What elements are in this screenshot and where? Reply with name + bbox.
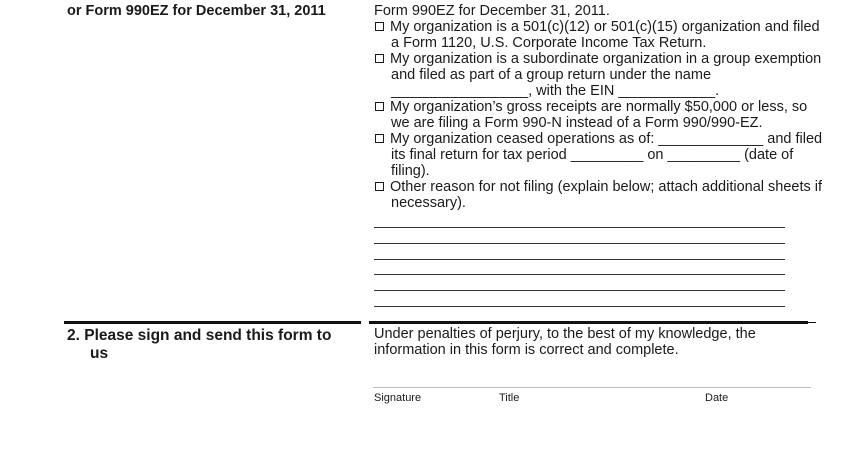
explanation-line-6[interactable] bbox=[374, 306, 785, 307]
perjury-statement-1: Under penalties of perjury, to the best of my knowledge, the bbox=[374, 326, 756, 342]
section-divider-tail bbox=[808, 322, 816, 323]
checkbox-group-exemption[interactable] bbox=[375, 54, 384, 63]
explanation-line-2[interactable] bbox=[374, 243, 785, 244]
option-group-text-1: My organization is a subordinate organization in a group exemption bbox=[390, 51, 822, 67]
option-501c-checkbox-row bbox=[374, 19, 820, 35]
explanation-line-1[interactable] bbox=[374, 227, 785, 228]
form-990ez-line: Form 990EZ for December 31, 2011. bbox=[374, 3, 610, 19]
option-group-text-2: and filed as part of a group return under the name bbox=[391, 67, 712, 83]
explanation-line-3[interactable] bbox=[374, 259, 785, 260]
explanation-line-4[interactable] bbox=[374, 274, 785, 275]
option-group-exemption-row bbox=[374, 51, 821, 67]
question-2-title-cont: us bbox=[90, 345, 109, 362]
checkbox-990n[interactable] bbox=[375, 102, 384, 111]
option-990n-text-1: My organization’s gross receipts are normally $50,000 or less, so bbox=[390, 99, 808, 115]
option-990n-text-2: we are filing a Form 990-N instead of a Form 990/990-EZ. bbox=[391, 115, 763, 131]
option-ceased-row bbox=[374, 131, 822, 147]
question-2-title: 2. Please sign and send this form to bbox=[67, 327, 332, 344]
date-label: Date bbox=[705, 392, 729, 404]
perjury-statement-2: information in this form is correct and complete. bbox=[374, 342, 679, 358]
option-990n-row bbox=[374, 99, 807, 115]
signature-label: Signature bbox=[374, 392, 422, 404]
option-other-text-2: necessary). bbox=[391, 195, 466, 211]
section-divider-right bbox=[369, 321, 808, 324]
explanation-line-5[interactable] bbox=[374, 290, 785, 291]
option-ceased-text-1: My organization ceased operations as of: _____________ and filed bbox=[390, 131, 823, 147]
option-501c-text-1: My organization is a 501(c)(12) or 501(c)(15) organization and filed bbox=[390, 19, 820, 35]
title-label: Title bbox=[499, 392, 520, 404]
checkbox-other[interactable] bbox=[375, 182, 384, 191]
option-ceased-text-2: its final return for tax period _________ on _________ (date of bbox=[391, 147, 794, 163]
question-1-title-tail: or Form 990EZ for December 31, 2011 bbox=[67, 3, 326, 19]
option-501c-text-2: a Form 1120, U.S. Corporate Income Tax Return. bbox=[391, 35, 707, 51]
option-group-text-3: _________________, with the EIN ____________. bbox=[391, 83, 720, 99]
section-divider-left bbox=[64, 321, 361, 324]
checkbox-501c[interactable] bbox=[375, 22, 384, 31]
option-ceased-text-3: filing). bbox=[391, 163, 430, 179]
option-other-row bbox=[374, 179, 822, 195]
option-other-text-1: Other reason for not filing (explain below; attach additional sheets if bbox=[390, 179, 823, 195]
signature-line[interactable] bbox=[373, 387, 811, 388]
checkbox-ceased[interactable] bbox=[375, 134, 384, 143]
